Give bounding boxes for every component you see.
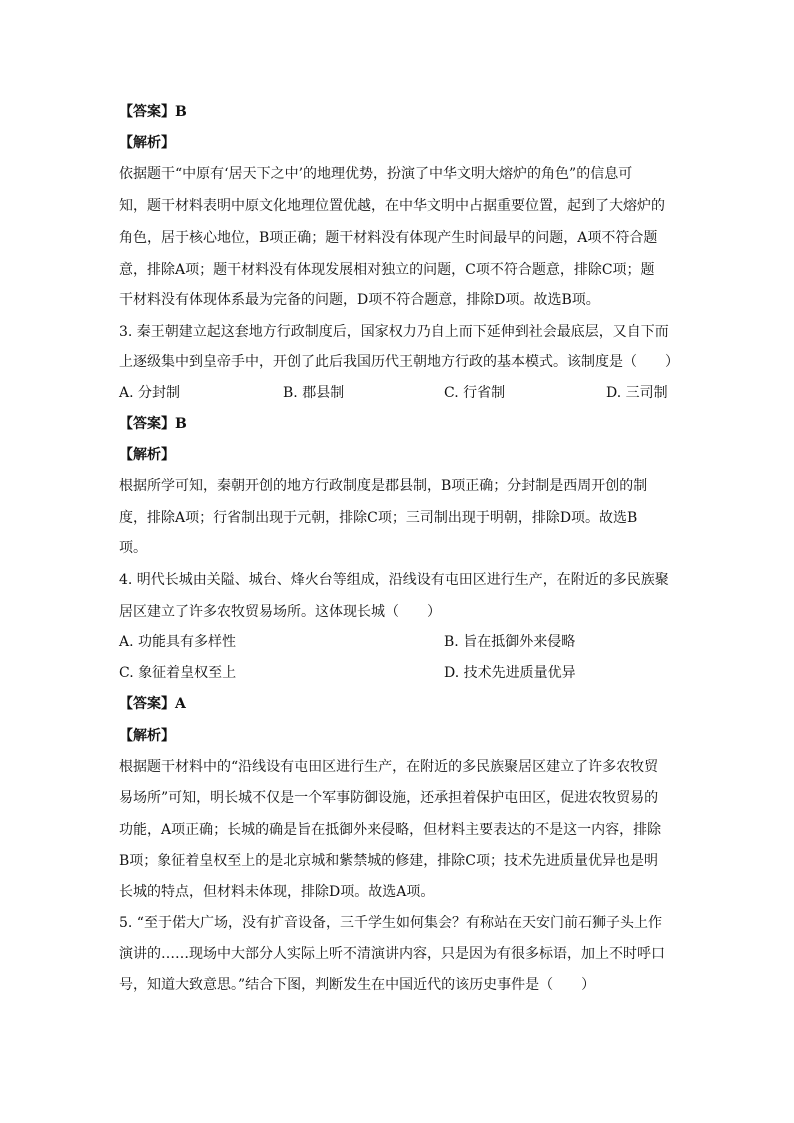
q3-analysis-label: 【解析】 (119, 447, 175, 463)
q4-analysis-line: 长城的特点，但材料未体现，排除D项。故选A项。 (119, 884, 435, 900)
q3-answer: 【答案】B (119, 416, 187, 432)
q3-option-a: A. 分封制 (119, 385, 181, 401)
q4-answer: 【答案】A (119, 696, 186, 712)
q3-analysis-line: 度，排除A项；行省制出现于元朝，排除C项；三司制出现于明朝，排除D项。故选B (119, 510, 638, 526)
q3-option-b: B. 郡县制 (283, 385, 345, 401)
q3-analysis-line: 项。 (119, 540, 147, 556)
q5-stem-line: 号，知道大致意思。”结合下图，判断发生在中国近代的该历史事件是（ ） (119, 977, 596, 993)
q2-analysis-line: 角色，居于核心地位，B项正确；题干材料没有体现产生时间最早的问题，A项不符合题 (119, 230, 658, 246)
q2-answer: 【答案】B (119, 104, 187, 120)
q4-stem-line: 4. 明代长城由关隘、城台、烽火台等组成，沿线设有屯田区进行生产，在附近的多民族聚 (119, 572, 669, 588)
q4-stem-line: 居区建立了许多农牧贸易场所。这体现长城（ ） (119, 604, 441, 620)
q4-analysis-line: 功能，A项正确；长城的确是旨在抵御外来侵略，但材料主要表达的不是这一内容，排除 (119, 822, 662, 838)
q2-analysis-line: 意，排除A项；题干材料没有体现发展相对独立的问题，C项不符合题意，排除C项；题 (119, 262, 655, 278)
q3-option-c: C. 行省制 (444, 385, 506, 401)
q4-analysis-line: B项；象征着皇权至上的是北京城和紫禁城的修建，排除C项；技术先进质量优异也是明 (119, 853, 658, 869)
q2-analysis-line: 干材料没有体现体系最为完备的问题，D项不符合题意，排除D项。故选B项。 (119, 292, 600, 308)
q4-analysis-label: 【解析】 (119, 728, 175, 744)
q3-stem-line: 3. 秦王朝建立起这套地方行政制度后，国家权力乃自上而下延伸到社会最底层，又自下而 (119, 324, 669, 340)
q5-stem-line: 5. “至于偌大广场，没有扩音设备，三千学生如何集会？有称站在天安门前石狮子头上作 (119, 915, 662, 931)
q2-analysis-line: 依据题干“中原有‘居天下之中’的地理优势，扮演了中华文明大熔炉的角色”的信息可 (119, 166, 633, 182)
q4-option-a: A. 功能具有多样性 (119, 634, 237, 650)
q4-option-b: B. 旨在抵御外来侵略 (444, 634, 576, 650)
q4-analysis-line: 易场所”可知，明长城不仅是一个军事防御设施，还承担着保护屯田区，促进农牧贸易的 (119, 790, 659, 806)
q3-option-d: D. 三司制 (606, 385, 668, 401)
q3-stem-line: 上逐级集中到皇帝手中，开创了此后我国历代王朝地方行政的基本模式。该制度是（ ） (119, 354, 679, 370)
q2-analysis-line: 知，题干材料表明中原文化地理位置优越，在中华文明中占据重要位置，起到了大熔炉的 (119, 198, 665, 214)
q5-stem-line: 演讲的……现场中大部分人实际上听不清演讲内容，只是因为有很多标语，加上不时呼口 (119, 946, 665, 962)
q3-analysis-line: 根据所学可知，秦朝开创的地方行政制度是郡县制，B项正确；分封制是西周开创的制 (119, 478, 648, 494)
q4-option-d: D. 技术先进质量优异 (444, 665, 576, 681)
q4-analysis-line: 根据题干材料中的“沿线设有屯田区进行生产，在附近的多民族聚居区建立了许多农牧贸 (119, 759, 659, 775)
q4-option-c: C. 象征着皇权至上 (119, 665, 237, 681)
q2-analysis-label: 【解析】 (119, 135, 175, 151)
